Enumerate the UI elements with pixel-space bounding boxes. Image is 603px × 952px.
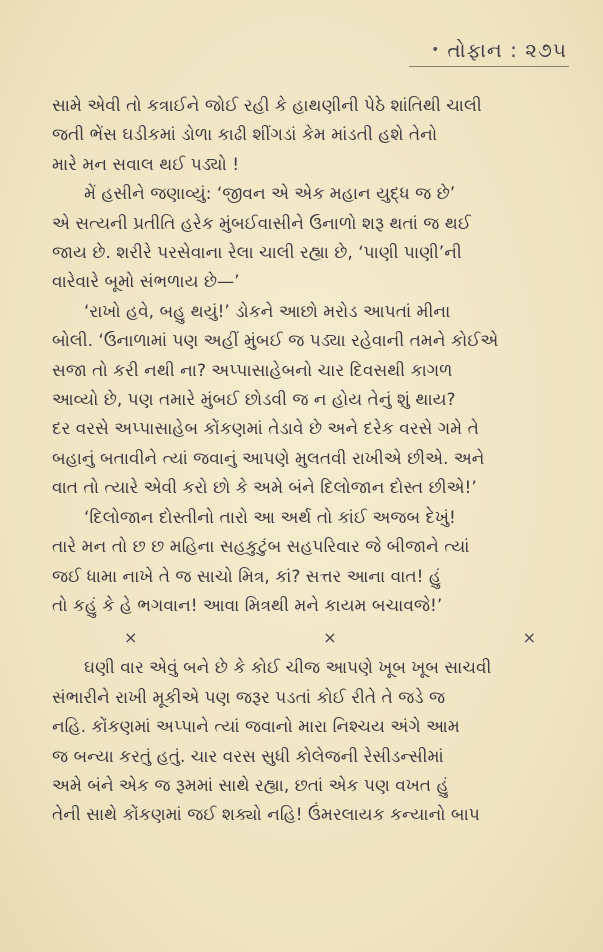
paragraph-2: મેં હસીને જણાવ્યું: ‘જીવન એ એક મહાન યુદ્ધ જ છે’ એ સત્યની પ્રતીતિ હરેક મુંબઈવાસીને ઉનાળો શરૂ થતાં જ થઈ જાય છે. શરીરે પરસેવાના રેલા ચાલી રહ્યા છે, ‘પાણી પાણી’ની વારેવારે બૂમો સંભળાય છે—’ [52, 184, 471, 293]
section-separator [52, 623, 572, 652]
separator-mark: × [323, 628, 337, 648]
running-head: તોફાન : ૨૭૫ [447, 38, 567, 62]
paragraph-3: ‘રાખો હવે, બહુ થયું!’ ડોકને આછો મરોડ આપતાં મીના બોલી. ‘ઉનાળામાં પણ અહીં મુંબઈ જ પડ્યા રહેવાની તમને કોઈએ સજા તો કરી નથી ના? અપ્પાસાહેબનો ચાર દિવસથી કાગળ આવ્યો છે, પણ તમારે મુંબઈ છોડવી જ ન હોય તેનું શું થાય? દર વરસે અપ્પાસાહેબ કોંકણમાં તેડાવે છે અને દરેક વરસે ગમે તે બહાનું બતાવીને ત્યાં જવાનું આપણે મુલતવી રાખીએ છીએ. અને વાત તો ત્યારે એવી કરો છો કે અમે બંને દિલોજાન દોસ્ત છીએ!’ [52, 301, 499, 499]
header-underline [409, 66, 569, 67]
paragraph-1: સામે એવી તો કત્રાઈને જોઈ રહી કે હાથણીની પેઠે શાંતિથી ચાલી જતી ભેંસ ઘડીકમાં ડોળા કાઢી શીંગડાં કેમ માંડતી હશે તેનો મારે મન સવાલ થઈ પડ્યો ! [52, 96, 482, 175]
separator-mark: × [124, 628, 138, 648]
paragraph-5: ઘણી વાર એવું બને છે કે કોઈ ચીજ આપણે ખૂબ ખૂબ સાચવી સંભારીને રાખી મૂકીએ પણ જરૂર પડતાં કોઈ રીતે તે જડે જ નહિ. કોંકણમાં અપ્પાને ત્યાં જવાનો મારા નિશ્ચય અંગે આમ જ બન્યા કરતું હતું. ચાર વરસ સુધી કોલેજની રેસીડન્સીમાં અમે બંને એક જ રૂમમાં સાથે રહ્યા, છતાં એક પણ વખત હું તેની સાથે કોંકણમાં જઈ શક્યો નહિ! ઉંમરલાયક કન્યાનો બાપ [52, 658, 492, 826]
separator-mark: × [522, 628, 536, 648]
page-header [431, 38, 567, 62]
header-bullet: • [431, 42, 440, 58]
paragraph-4: ‘દિલોજાન દોસ્તીનો તારો આ અર્થ તો કાંઈ અજબ દેખું! તારે મન તો છ છ મહિના સહકુટુંબ સહપરિવાર જે બીજાને ત્યાં જઈ ધામા નાખે તે જ સાચો મિત્ર, કાં? સત્તર આના વાત! હું તો કહું કે હે ભગવાન! આવા મિત્રથી મને કાયમ બચાવજે!’ [52, 507, 470, 616]
page-body [52, 92, 572, 831]
